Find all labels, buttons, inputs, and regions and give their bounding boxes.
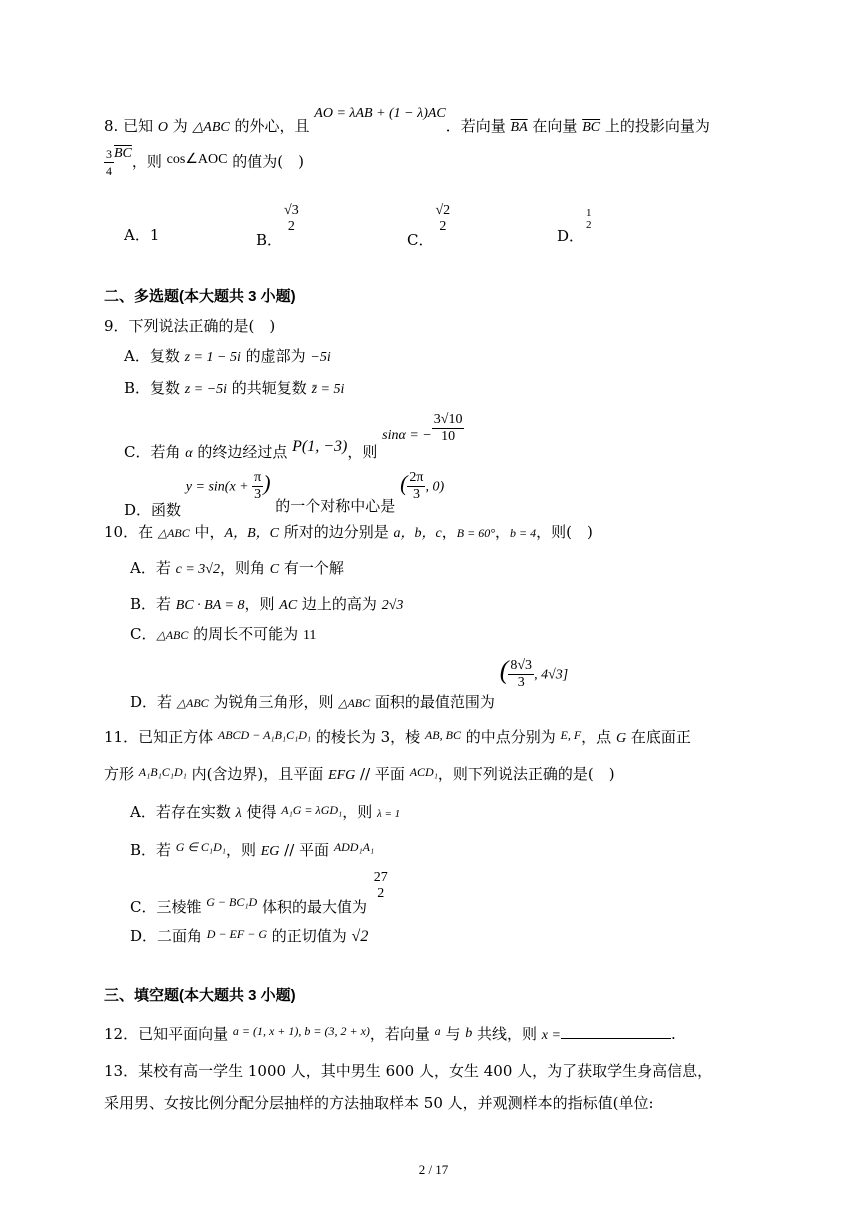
q9-option-b: B．复数 z = −5i 的共轭复数 z̄ = 5i xyxy=(124,379,345,397)
q8-vector-eq: AO = λAB + (1 − λ)AC xyxy=(314,106,446,121)
q13-line2: 采用男、女按比例分配分层抽样的方法抽取样本 50 人，并观测样本的指标值(单位: xyxy=(104,1094,654,1112)
q11-stem-line2: 方形 $^{A_1B_1C_1D_1}$ 内(含边界)，且平面 EFG // 平面 $^{ACD_1}$，则下列说法正确的是( ) xyxy=(104,765,615,783)
q11-option-a: A．若存在实数 λ 使得 $^{A_1G = \lambda GD_1}$，则 λ = 1 xyxy=(130,803,401,821)
q9-option-d: D．函数 y = sin(x + $\frac{\pi}{3}$ ) 的一个对称中心是 ( $\frac{2\pi}{3}$ , 0) xyxy=(124,470,445,519)
q10-stem: 10．在 △ABC 中，A，B，C 所对的边分别是 a，b，c，B = 60°，b = 4，则( ) xyxy=(104,523,593,541)
q13-line1: 13．某校有高一学生 1000 人，其中男生 600 人，女生 400 人，为了获取学生身高信息， xyxy=(104,1062,713,1080)
q8-stem: 8. 已知 O 为 △ABC 的外心，且 AO = λAB + (1 − λ)AC．若向量 $\overline{BA}$ 在向量 $\overline{BC}$ 上的投影向量为 xyxy=(104,106,710,135)
section-3-heading: 三、填空题(本大题共 3 小题) xyxy=(104,987,296,1004)
q8-option-b: B． √3 2 xyxy=(256,203,299,249)
q11-option-c: C．三棱锥 $^{G - BC_1D}$ 体积的最大值为 27 2 xyxy=(130,870,388,916)
q9-option-c: C．若角 α 的终边经过点 P(1, −3)，则 sinα = − $\frac{3√10}{10}$ xyxy=(124,412,463,461)
q9-stem: 9．下列说法正确的是( ) xyxy=(104,317,276,335)
q8-option-c: C． √2 2 xyxy=(407,203,451,249)
q11-option-d: D．二面角 $^{D - EF - G}$ 的正切值为 √2 xyxy=(130,927,369,945)
q10-option-b: B．若 BC · BA = 8，则 AC 边上的高为 2√3 xyxy=(130,595,404,613)
q10-option-c: C．△ABC 的周长不可能为 11 xyxy=(130,625,317,643)
q11-stem-line1: 11．已知正方体 $^{ABCD - A_1B_1C_1D_1}$ 的棱长为 3，棱 $^{AB, BC}$ 的中点分别为 $^{E, F}$，点 G 在底面正 xyxy=(104,728,691,746)
q10-option-d: D．若 △ABC 为锐角三角形，则 △ABC 面积的最值范围为 ( $\frac{8√3}{3}$ , 4√3] xyxy=(130,655,569,711)
q12-stem: 12．已知平面向量 $^{a = (1, x + 1), b = (3, 2 + x)}$，若向量 $^a$ 与 b 共线，则 x = . xyxy=(104,1024,676,1043)
q11-option-b: B．若 $^{G \in C_1D_1}$，则 EG // 平面 $^{ADD_1A_1}$ xyxy=(130,840,375,859)
q8-option-a: A．1 xyxy=(124,226,160,244)
q10-option-a: A．若 c = 3√2，则角 C 有一个解 xyxy=(130,559,344,577)
q8-option-d: D． 1 2 xyxy=(557,207,592,245)
section-2-heading: 二、多选题(本大题共 3 小题) xyxy=(104,288,296,305)
q12-answer-blank[interactable] xyxy=(561,1024,671,1039)
q8-stem-line2: $\frac{3}{4}$ $\overline{BC}$，则 cos∠AOC 的值为( ) xyxy=(106,145,304,178)
page-number: 2 / 17 xyxy=(418,1162,449,1177)
q9-option-a: A．复数 z = 1 − 5i 的虚部为 −5i xyxy=(124,347,331,365)
